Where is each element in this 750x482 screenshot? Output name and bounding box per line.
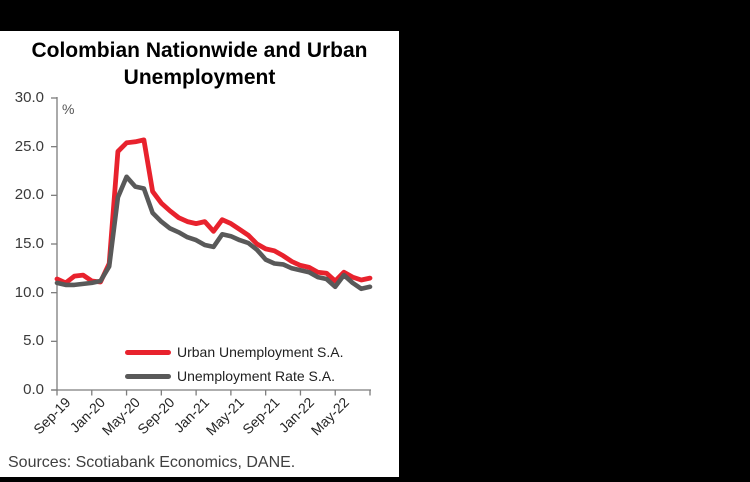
x-tick-label: Jan-22 (275, 394, 317, 436)
x-tick-label: Sep-20 (134, 394, 178, 438)
y-tick-label: 0.0 (23, 381, 44, 398)
legend-label-nationwide: Unemployment Rate S.A. (177, 368, 335, 384)
chart-title-line2: Unemployment (123, 66, 276, 89)
chart-panel (0, 31, 399, 477)
y-tick-label: 30.0 (14, 89, 44, 106)
y-tick-label: 25.0 (14, 137, 44, 155)
y-tick-label: 5.0 (23, 332, 44, 350)
x-tick-label: Sep-19 (30, 394, 74, 438)
y-tick-label: 20.0 (14, 186, 44, 204)
legend-label-urban: Urban Unemployment S.A. (177, 344, 344, 360)
x-tick-label: May-21 (202, 394, 248, 439)
legend-item-nationwide (125, 364, 344, 388)
series-line-urban (57, 140, 370, 283)
nationwide-line-swatch (125, 374, 171, 379)
x-tick-label: May-22 (307, 394, 352, 439)
urban-line-swatch (125, 350, 171, 355)
legend (125, 340, 344, 388)
y-axis-unit-label: % (62, 101, 75, 117)
x-tick-label: May-20 (98, 394, 143, 439)
y-tick-label: 10.0 (14, 283, 44, 301)
x-tick-label: Jan-21 (170, 394, 213, 436)
y-tick-label: 15.0 (14, 235, 44, 252)
source-note: Sources: Scotiabank Economics, DANE. (8, 454, 296, 471)
legend-item-urban (125, 340, 344, 364)
x-tick-label: Jan-20 (66, 394, 109, 436)
x-tick-label: Sep-21 (238, 394, 282, 438)
chart-title-line1: Colombian Nationwide and Urban (31, 39, 368, 62)
